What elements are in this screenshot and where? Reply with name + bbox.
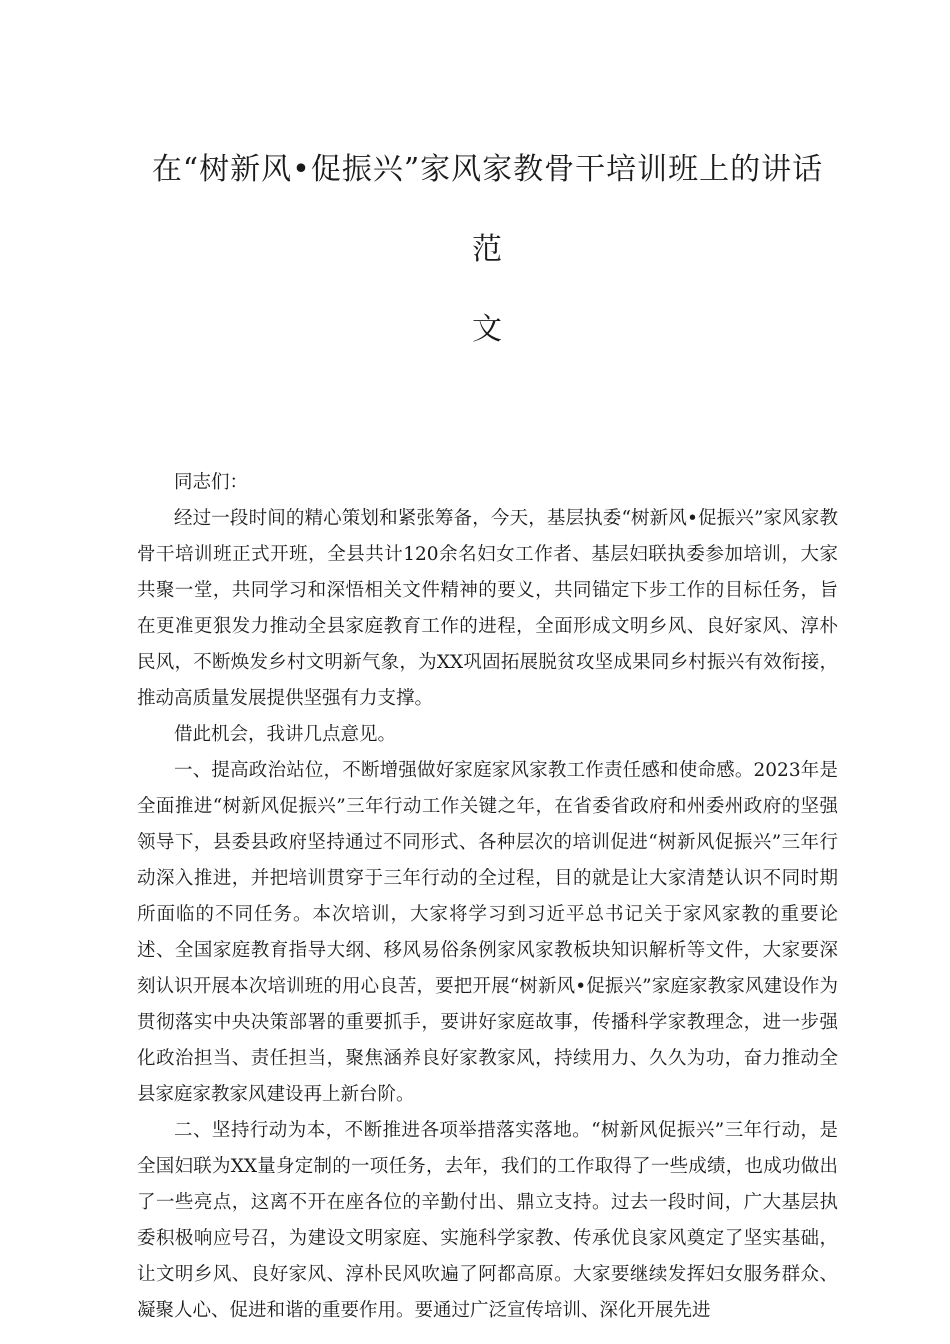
document-title [137, 130, 838, 370]
title-line-2: 文 [472, 312, 503, 347]
paragraph-point-one: 一、提高政治站位，不断增强做好家庭家风家教工作责任感和使命感。2023年是全面推进“树新风促振兴”三年行动工作关键之年，在省委省政府和州委州政府的坚强领导下，县委县政府坚持通过不同形式、各种层次的培训促进“树新风促振兴”三年行动深入推进，并把培训贯穿于三年行动的全过程，目的就是让大家清楚认识不同时期所面临的不同任务。本次培训，大家将学习到习近平总书记关于家风家教的重要论述、全国家庭教育指导大纲、移风易俗条例家风家教板块知识解析等文件，大家要深刻认识开展本次培训班的用心良苦，要把开展“树新风•促振兴”家庭家教家风建设作为贯彻落实中央决策部署的重要抓手，要讲好家庭故事，传播科学家教理念，进一步强化政治担当、责任担当，聚焦涵养良好家教家风，持续用力、久久为功，奋力推动全县家庭家教家风建设再上新台阶。 [137, 760, 838, 1105]
document-body [137, 465, 838, 1329]
salutation: 同志们： [174, 472, 249, 493]
title-line-1: 在“树新风•促振兴”家风家教骨干培训班上的讲话范 [151, 152, 824, 267]
paragraph-point-two: 二、坚持行动为本，不断推进各项举措落实落地。“树新风促振兴”三年行动，是全国妇联为XX量身定制的一项任务，去年，我们的工作取得了一些成绩，也成功做出了一些亮点，这离不开在座各位的辛勤付出、鼎立支持。过去一段时间，广大基层执委积极响应号召，为建设文明家庭、实施科学家教、传承优良家风奠定了坚实基础，让文明乡风、良好家风、淳朴民风吹遍了阿都高原。大家要继续发挥妇女服务群众、凝聚人心、促进和谐的重要作用。要通过广泛宣传培训、深化开展先进 [137, 1120, 838, 1321]
paragraph-opening: 经过一段时间的精心策划和紧张筹备，今天，基层执委“树新风•促振兴”家风家教骨干培训班正式开班，全县共计120余名妇女工作者、基层妇联执委参加培训，大家共聚一堂，共同学习和深悟相关文件精神的要义，共同锚定下步工作的目标任务，旨在更准更狠发力推动全县家庭教育工作的进程，全面形成文明乡风、良好家风、淳朴民风，不断焕发乡村文明新气象，为XX巩固拓展脱贫攻坚成果同乡村振兴有效衔接，推动高质量发展提供坚强有力支撑。 [137, 508, 838, 709]
paragraph-transition: 借此机会，我讲几点意见。 [174, 724, 397, 745]
